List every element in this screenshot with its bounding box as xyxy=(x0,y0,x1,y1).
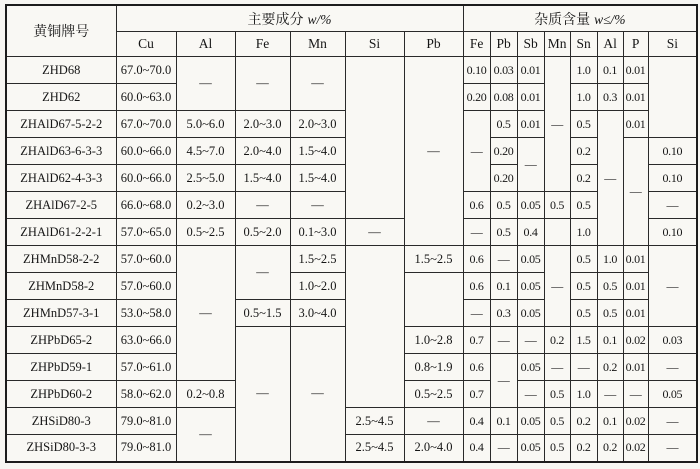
value-cell xyxy=(648,57,697,138)
value-cell: — xyxy=(623,381,648,408)
value-cell: — xyxy=(517,138,544,192)
value-cell: 0.05 xyxy=(648,381,697,408)
value-cell: 0.05 xyxy=(517,354,544,381)
table-row xyxy=(6,246,697,273)
value-cell: 0.2 xyxy=(570,408,597,435)
value-cell: 0.5~2.5 xyxy=(404,381,463,408)
value-cell: 0.1~3.0 xyxy=(290,219,345,246)
value-cell: 0.5 xyxy=(544,435,570,462)
value-cell: 0.05 xyxy=(517,300,544,327)
value-cell: 0.5 xyxy=(490,111,517,138)
header-element-cu-main: Cu xyxy=(116,32,176,57)
value-cell: — xyxy=(490,354,517,408)
value-cell: 63.0~66.0 xyxy=(116,327,176,354)
value-cell: 1.5~4.0 xyxy=(290,138,345,165)
value-cell: 0.01 xyxy=(623,84,648,111)
value-cell: 0.10 xyxy=(463,57,490,84)
value-cell: 0.08 xyxy=(490,84,517,111)
value-cell: 2.5~4.5 xyxy=(345,435,404,462)
value-cell: 0.01 xyxy=(623,300,648,327)
header-element-mn-imp: Mn xyxy=(544,32,570,57)
value-cell: — xyxy=(648,246,697,327)
value-cell: 4.5~7.0 xyxy=(176,138,235,165)
value-cell: — xyxy=(648,192,697,219)
header-element-al-imp: Al xyxy=(597,32,623,57)
header-element-fe-main: Fe xyxy=(235,32,290,57)
main-group-symbol: w/% xyxy=(307,11,332,27)
value-cell: — xyxy=(404,57,463,246)
value-cell: 1.0 xyxy=(570,57,597,84)
value-cell: 0.7 xyxy=(463,381,490,408)
value-cell: — xyxy=(597,381,623,408)
value-cell: — xyxy=(404,408,463,435)
value-cell: 0.03 xyxy=(490,57,517,84)
value-cell: — xyxy=(176,408,235,462)
value-cell: 0.2 xyxy=(570,165,597,192)
value-cell: 0.6 xyxy=(463,273,490,300)
value-cell: 1.5~4.0 xyxy=(290,165,345,192)
grade-cell: ZHD62 xyxy=(6,84,116,111)
value-cell: — xyxy=(235,246,290,300)
value-cell: 0.01 xyxy=(623,354,648,381)
value-cell: — xyxy=(648,408,697,435)
value-cell: 0.2 xyxy=(597,354,623,381)
value-cell: 0.1 xyxy=(597,327,623,354)
value-cell: — xyxy=(490,327,517,354)
value-cell: 1.0~2.0 xyxy=(290,273,345,300)
value-cell: 2.5~5.0 xyxy=(176,165,235,192)
value-cell: 0.05 xyxy=(517,408,544,435)
value-cell: 5.0~6.0 xyxy=(176,111,235,138)
value-cell: 0.5 xyxy=(570,273,597,300)
value-cell: 0.1 xyxy=(490,273,517,300)
value-cell: — xyxy=(623,138,648,246)
value-cell: 0.5 xyxy=(544,408,570,435)
header-element-pb-imp: Pb xyxy=(490,32,517,57)
grade-cell: ZHAlD67-5-2-2 xyxy=(6,111,116,138)
value-cell: 0.5 xyxy=(490,219,517,246)
value-cell: 0.10 xyxy=(648,219,697,246)
grade-cell: ZHMnD57-3-1 xyxy=(6,300,116,327)
value-cell: — xyxy=(235,327,290,462)
value-cell: 0.5 xyxy=(597,273,623,300)
value-cell: 57.0~65.0 xyxy=(116,219,176,246)
value-cell: 53.0~58.0 xyxy=(116,300,176,327)
value-cell: — xyxy=(517,381,544,408)
value-cell: 79.0~81.0 xyxy=(116,435,176,462)
header-main-composition-group xyxy=(116,5,463,32)
value-cell: — xyxy=(176,57,235,111)
value-cell: 2.0~3.0 xyxy=(290,111,345,138)
value-cell: 0.2 xyxy=(570,435,597,462)
value-cell: 0.7 xyxy=(463,327,490,354)
header-element-p-imp: P xyxy=(623,32,648,57)
scanned-table-sheet xyxy=(5,4,698,463)
value-cell: — xyxy=(463,300,490,327)
value-cell: 0.2~0.8 xyxy=(176,381,235,408)
header-grade-column: 黄铜牌号 xyxy=(6,5,116,57)
value-cell: 67.0~70.0 xyxy=(116,111,176,138)
header-element-si-imp: Si xyxy=(648,32,697,57)
value-cell: 1.5~4.0 xyxy=(235,165,290,192)
grade-cell: ZHAlD61-2-2-1 xyxy=(6,219,116,246)
value-cell: 0.5~2.5 xyxy=(176,219,235,246)
value-cell: 0.3 xyxy=(490,300,517,327)
value-cell: 2.5~4.5 xyxy=(345,408,404,435)
value-cell: — xyxy=(490,246,517,273)
value-cell: 0.01 xyxy=(517,57,544,84)
grade-cell: ZHMnD58-2-2 xyxy=(6,246,116,273)
value-cell: 0.5 xyxy=(544,192,570,219)
value-cell: 0.02 xyxy=(623,435,648,462)
value-cell: — xyxy=(544,354,570,381)
grade-cell: ZHPbD59-1 xyxy=(6,354,116,381)
value-cell: 0.6 xyxy=(463,192,490,219)
value-cell: 0.5 xyxy=(490,192,517,219)
header-element-si-main: Si xyxy=(345,32,404,57)
table-row xyxy=(6,408,697,435)
header-element-sn-imp: Sn xyxy=(570,32,597,57)
value-cell: 0.20 xyxy=(490,165,517,192)
value-cell: — xyxy=(648,354,697,381)
value-cell: — xyxy=(570,354,597,381)
value-cell: 0.01 xyxy=(623,273,648,300)
header-element-sb-imp: Sb xyxy=(517,32,544,57)
value-cell: 3.0~4.0 xyxy=(290,300,345,327)
value-cell: 0.02 xyxy=(623,327,648,354)
value-cell: 60.0~63.0 xyxy=(116,84,176,111)
value-cell: 0.01 xyxy=(517,111,544,138)
value-cell: 60.0~66.0 xyxy=(116,138,176,165)
value-cell: 1.5 xyxy=(570,327,597,354)
value-cell: 2.0~4.0 xyxy=(404,435,463,462)
value-cell: 0.05 xyxy=(517,192,544,219)
value-cell: 2.0~3.0 xyxy=(235,111,290,138)
header-element-al-main: Al xyxy=(176,32,235,57)
table-row xyxy=(6,57,697,84)
value-cell: — xyxy=(490,435,517,462)
value-cell: — xyxy=(345,219,404,246)
value-cell: 1.0 xyxy=(570,219,597,246)
value-cell: 1.0~2.8 xyxy=(404,327,463,354)
value-cell: 57.0~60.0 xyxy=(116,273,176,300)
value-cell: 0.6 xyxy=(463,246,490,273)
value-cell: — xyxy=(517,327,544,354)
grade-cell: ZHD68 xyxy=(6,57,116,84)
header-impurity-group xyxy=(463,5,697,32)
grade-cell: ZHAlD67-2-5 xyxy=(6,192,116,219)
value-cell: 67.0~70.0 xyxy=(116,57,176,84)
value-cell: 0.03 xyxy=(648,327,697,354)
grade-cell: ZHSiD80-3-3 xyxy=(6,435,116,462)
value-cell: 0.4 xyxy=(517,219,544,246)
value-cell: 0.5 xyxy=(544,381,570,408)
value-cell: 0.5 xyxy=(570,300,597,327)
header-element-mn-main: Mn xyxy=(290,32,345,57)
value-cell: 0.20 xyxy=(463,84,490,111)
value-cell: 0.10 xyxy=(648,165,697,192)
value-cell: 0.05 xyxy=(517,273,544,300)
header-group-row xyxy=(6,5,697,32)
value-cell: 0.5~1.5 xyxy=(235,300,290,327)
value-cell: 57.0~60.0 xyxy=(116,246,176,273)
value-cell: 0.8~1.9 xyxy=(404,354,463,381)
value-cell: — xyxy=(648,435,697,462)
value-cell: — xyxy=(463,111,490,192)
value-cell: 0.2 xyxy=(544,327,570,354)
grade-cell: ZHSiD80-3 xyxy=(6,408,116,435)
grade-cell: ZHPbD65-2 xyxy=(6,327,116,354)
value-cell xyxy=(404,273,463,327)
value-cell: 0.1 xyxy=(490,408,517,435)
value-cell: — xyxy=(544,246,570,327)
grade-cell: ZHAlD63-6-3-3 xyxy=(6,138,116,165)
grade-cell: ZHMnD58-2 xyxy=(6,273,116,300)
value-cell: 0.2 xyxy=(597,435,623,462)
value-cell: 0.20 xyxy=(490,138,517,165)
value-cell: 0.2~3.0 xyxy=(176,192,235,219)
value-cell: 58.0~62.0 xyxy=(116,381,176,408)
value-cell: 0.01 xyxy=(623,246,648,273)
value-cell xyxy=(345,246,404,408)
value-cell: 0.1 xyxy=(597,57,623,84)
value-cell: 0.05 xyxy=(517,435,544,462)
value-cell: 1.0 xyxy=(570,381,597,408)
table-row xyxy=(6,219,697,246)
value-cell: 0.02 xyxy=(623,408,648,435)
impurity-group-label: 杂质含量 xyxy=(534,12,591,28)
value-cell: 0.5 xyxy=(597,300,623,327)
header-element-pb-main: Pb xyxy=(404,32,463,57)
value-cell: 1.5~2.5 xyxy=(290,246,345,273)
value-cell: — xyxy=(597,111,623,246)
value-cell: 1.0 xyxy=(597,246,623,273)
value-cell: 66.0~68.0 xyxy=(116,192,176,219)
header-element-fe-imp: Fe xyxy=(463,32,490,57)
value-cell xyxy=(544,219,570,246)
value-cell: 0.5 xyxy=(570,111,597,138)
value-cell: 0.5 xyxy=(570,246,597,273)
value-cell: 0.01 xyxy=(623,111,648,138)
value-cell: 0.10 xyxy=(648,138,697,165)
value-cell: — xyxy=(463,219,490,246)
value-cell: 0.01 xyxy=(623,57,648,84)
value-cell: 0.4 xyxy=(463,408,490,435)
table-row xyxy=(6,435,697,462)
value-cell: 0.01 xyxy=(517,84,544,111)
grade-cell: ZHAlD62-4-3-3 xyxy=(6,165,116,192)
value-cell: 1.5~2.5 xyxy=(404,246,463,273)
value-cell: 57.0~61.0 xyxy=(116,354,176,381)
value-cell: — xyxy=(235,192,290,219)
value-cell: 0.5 xyxy=(570,192,597,219)
grade-cell: ZHPbD60-2 xyxy=(6,381,116,408)
impurity-group-symbol: w≤/% xyxy=(594,11,626,27)
value-cell: 0.6 xyxy=(463,354,490,381)
brass-composition-table xyxy=(5,4,698,463)
value-cell: 1.0 xyxy=(570,84,597,111)
value-cell: 79.0~81.0 xyxy=(116,408,176,435)
value-cell: 0.1 xyxy=(597,408,623,435)
value-cell: 60.0~66.0 xyxy=(116,165,176,192)
value-cell: — xyxy=(544,57,570,192)
value-cell: 0.05 xyxy=(517,246,544,273)
value-cell: — xyxy=(176,246,235,381)
value-cell: — xyxy=(290,327,345,462)
value-cell: 0.5~2.0 xyxy=(235,219,290,246)
value-cell: — xyxy=(290,57,345,111)
value-cell: 0.2 xyxy=(570,138,597,165)
value-cell: 2.0~4.0 xyxy=(235,138,290,165)
value-cell xyxy=(345,57,404,219)
main-group-label: 主要成分 xyxy=(247,12,304,28)
value-cell: — xyxy=(290,192,345,219)
value-cell: 0.4 xyxy=(463,435,490,462)
value-cell: 0.3 xyxy=(597,84,623,111)
value-cell: — xyxy=(235,57,290,111)
